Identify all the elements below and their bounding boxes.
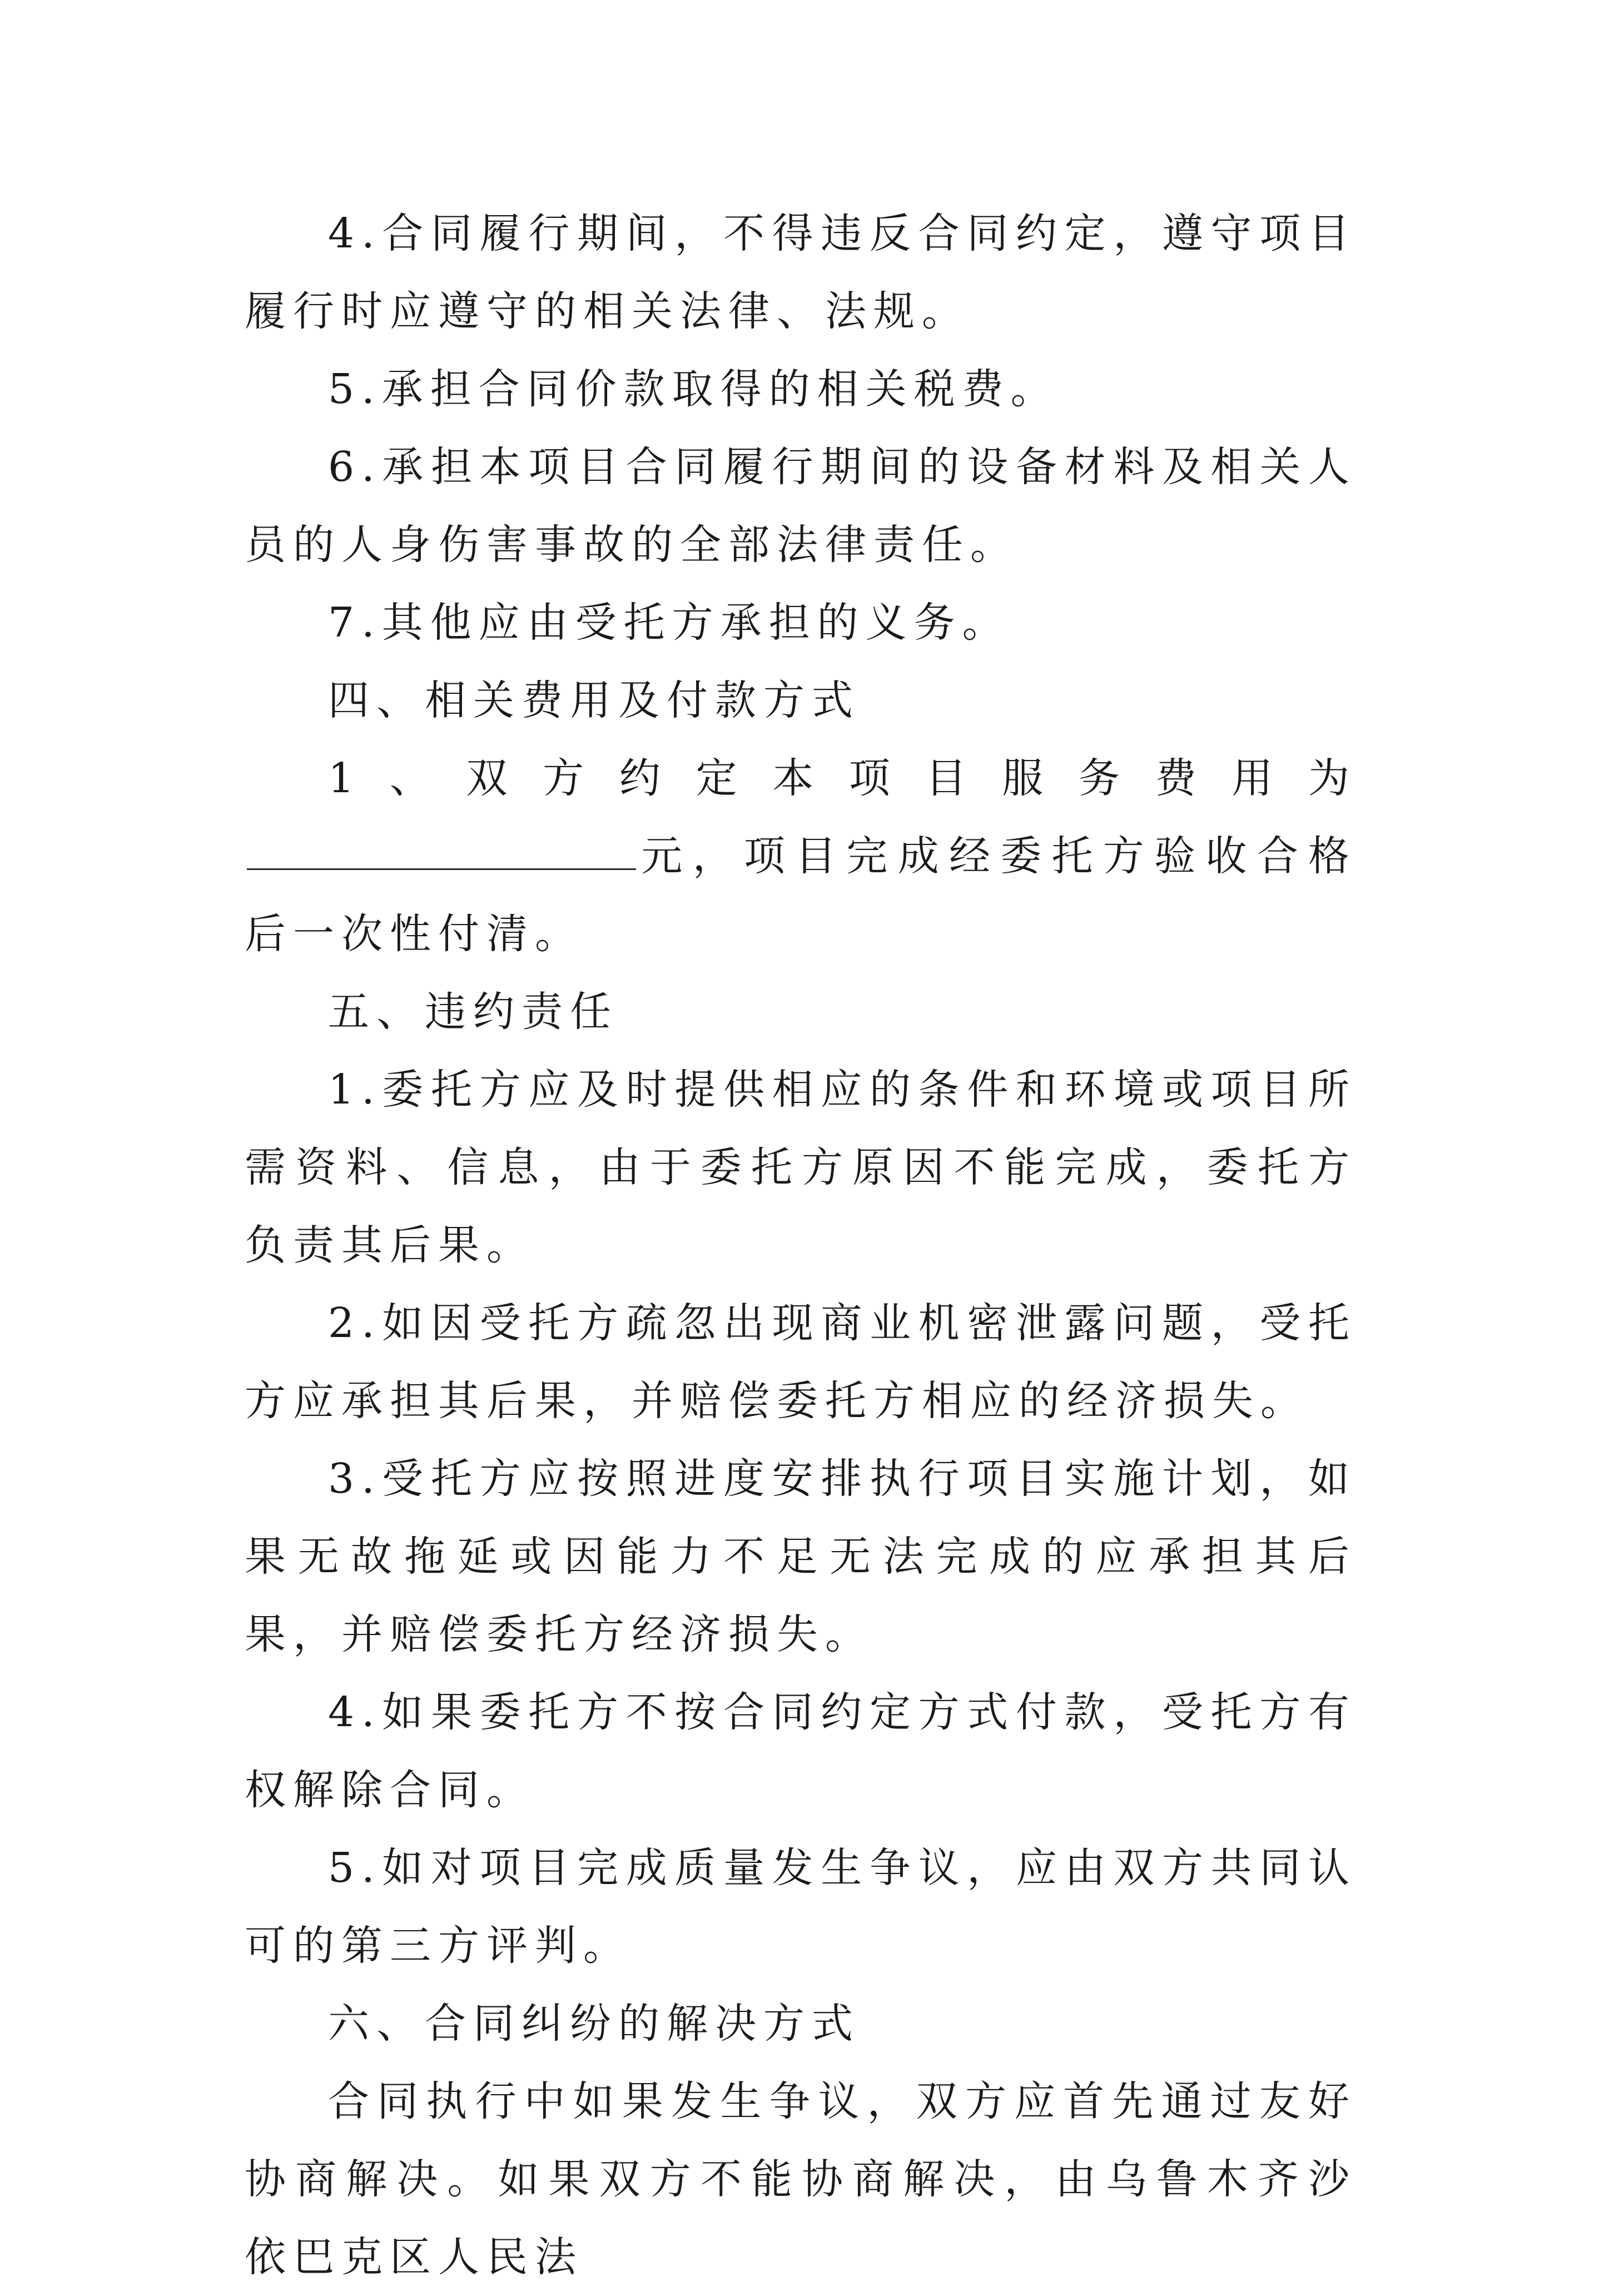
clause-paragraph: 2.如因受托方疏忽出现商业机密泄露问题，受托方应承担其后果，并赔偿委托方相应的经济损失。 [245,1299,1357,1425]
clause-paragraph: 1.委托方应及时提供相应的条件和环境或项目所需资料、信息，由于委托方原因不能完成，委托方负责其后果。 [245,1066,1357,1269]
fee-text-before: 1、双方约定本项目服务费用为 [328,754,1357,802]
clause-paragraph: 5.承担合同价款取得的相关税费。 [328,365,1059,413]
clause-paragraph: 6.承担本项目合同履行期间的设备材料及相关人员的人身伤害事故的全部法律责任。 [245,443,1357,569]
fee-text-after: 元，项目完成经委托方验收合格后一次性付清。 [245,832,1357,958]
fee-amount-blank [247,835,636,870]
clause-paragraph: 4.合同履行期间，不得违反合同约定，遵守项目履行时应遵守的相关法律、法规。 [245,210,1357,335]
clause-paragraph: 3.受托方应按照进度安排执行项目实施计划，如果无故拖延或因能力不足无法完成的应承担其后果，并赔偿委托方经济损失。 [245,1455,1357,1658]
section-heading: 六、合同纠纷的解决方式 [328,2000,860,2047]
clause-paragraph: 合同执行中如果发生争议，双方应首先通过友好协商解决。如果双方不能协商解决，由乌鲁木齐沙依巴克区人民法 [245,2078,1357,2281]
clause-paragraph: 5.如对项目完成质量发生争议，应由双方共同认可的第三方评判。 [245,1844,1357,1970]
section-heading: 五、违约责任 [328,988,618,1036]
clause-paragraph: 4.如果委托方不按合同约定方式付款，受托方有权解除合同。 [245,1688,1357,1814]
fee-paragraph [245,739,1357,973]
document-body [245,195,1357,2296]
section-heading: 四、相关费用及付款方式 [328,677,860,724]
clause-paragraph: 7.其他应由受托方承担的义务。 [328,599,1011,647]
